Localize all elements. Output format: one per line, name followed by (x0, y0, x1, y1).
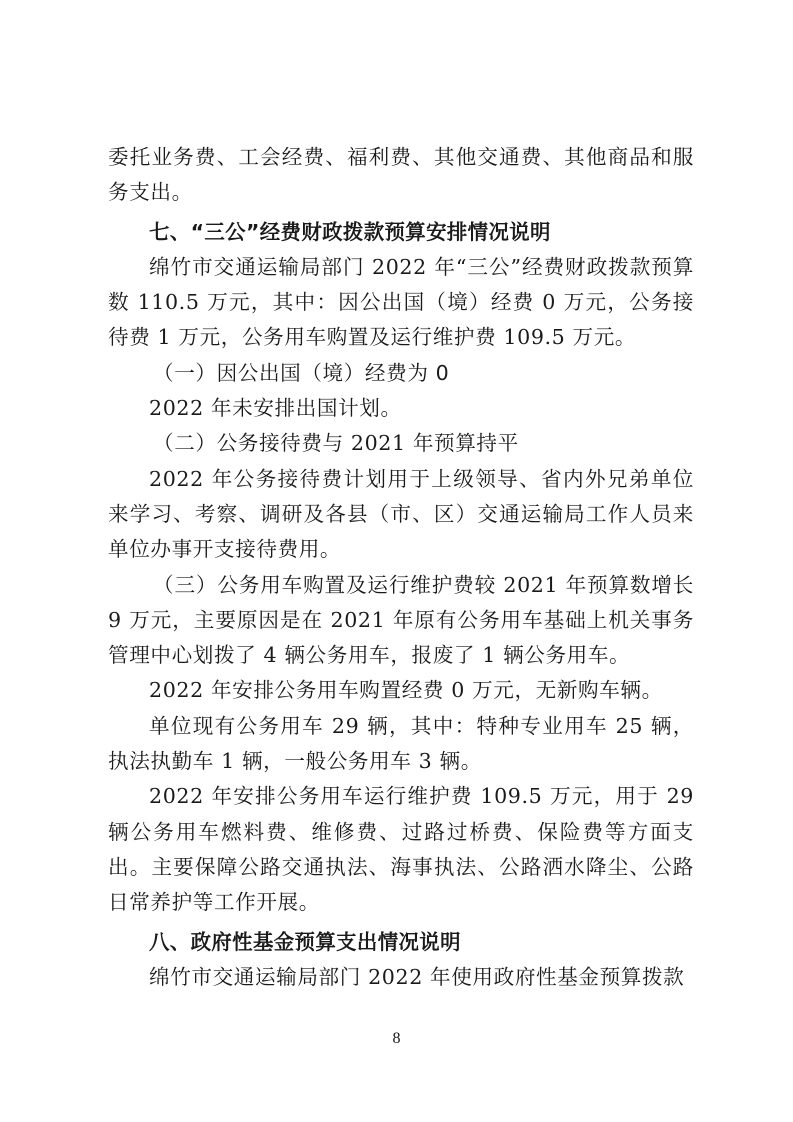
paragraph-vehicle-purchase: 2022 年安排公务用车购置经费 0 万元，无新购车辆。 (149, 678, 663, 703)
subheading-2: （二）公务接待费与 2021 年预算持平 (153, 431, 519, 456)
paragraph-vehicle-maintenance: 2022 年安排公务用车运行维护费 109.5 万元，用于 29 辆公务用车燃料费、维修费、过路过桥费、保险费等方面支出。主要保障公路交通执法、海事执法、公路洒水降尘、公路日常养护等工作开展。 (108, 784, 694, 915)
paragraph-no-overseas-plan: 2022 年未安排出国计划。 (149, 396, 402, 421)
section-heading-8: 八、政府性基金预算支出情况说明 (149, 929, 461, 954)
subheading-3: （三）公务用车购置及运行维护费较 2021 年预算数增长 9 万元，主要原因是在 2021 年原有公务用车基础上机关事务管理中心划拨了 4 辆公务用车，报废了 1 辆公务用车。 (108, 572, 694, 668)
paragraph-reception-plan: 2022 年公务接待费计划用于上级领导、省内外兄弟单位来学习、考察、调研及各县（市、区）交通运输局工作人员来单位办事开支接待费用。 (108, 466, 694, 562)
paragraph-continuation: 委托业务费、工会经费、福利费、其他交通费、其他商品和服务支出。 (108, 145, 694, 205)
document-body (108, 140, 694, 995)
paragraph-vehicle-count: 单位现有公务用车 29 辆，其中：特种专业用车 25 辆，执法执勤车 1 辆，一般公务用车 3 辆。 (108, 713, 694, 774)
paragraph-gov-fund: 绵竹市交通运输局部门 2022 年使用政府性基金预算拨款 (149, 964, 685, 989)
paragraph-three-public-overview: 绵竹市交通运输局部门 2022 年“三公”经费财政拨款预算数 110.5 万元，其中：因公出国（境）经费 0 万元，公务接待费 1 万元，公务用车购置及运行维护费 109.5 万元。 (108, 254, 694, 350)
section-heading-7: 七、“三公”经费财政拨款预算安排情况说明 (149, 219, 551, 244)
subheading-1: （一）因公出国（境）经费为 0 (153, 360, 450, 385)
page-number: 8 (392, 1030, 401, 1047)
